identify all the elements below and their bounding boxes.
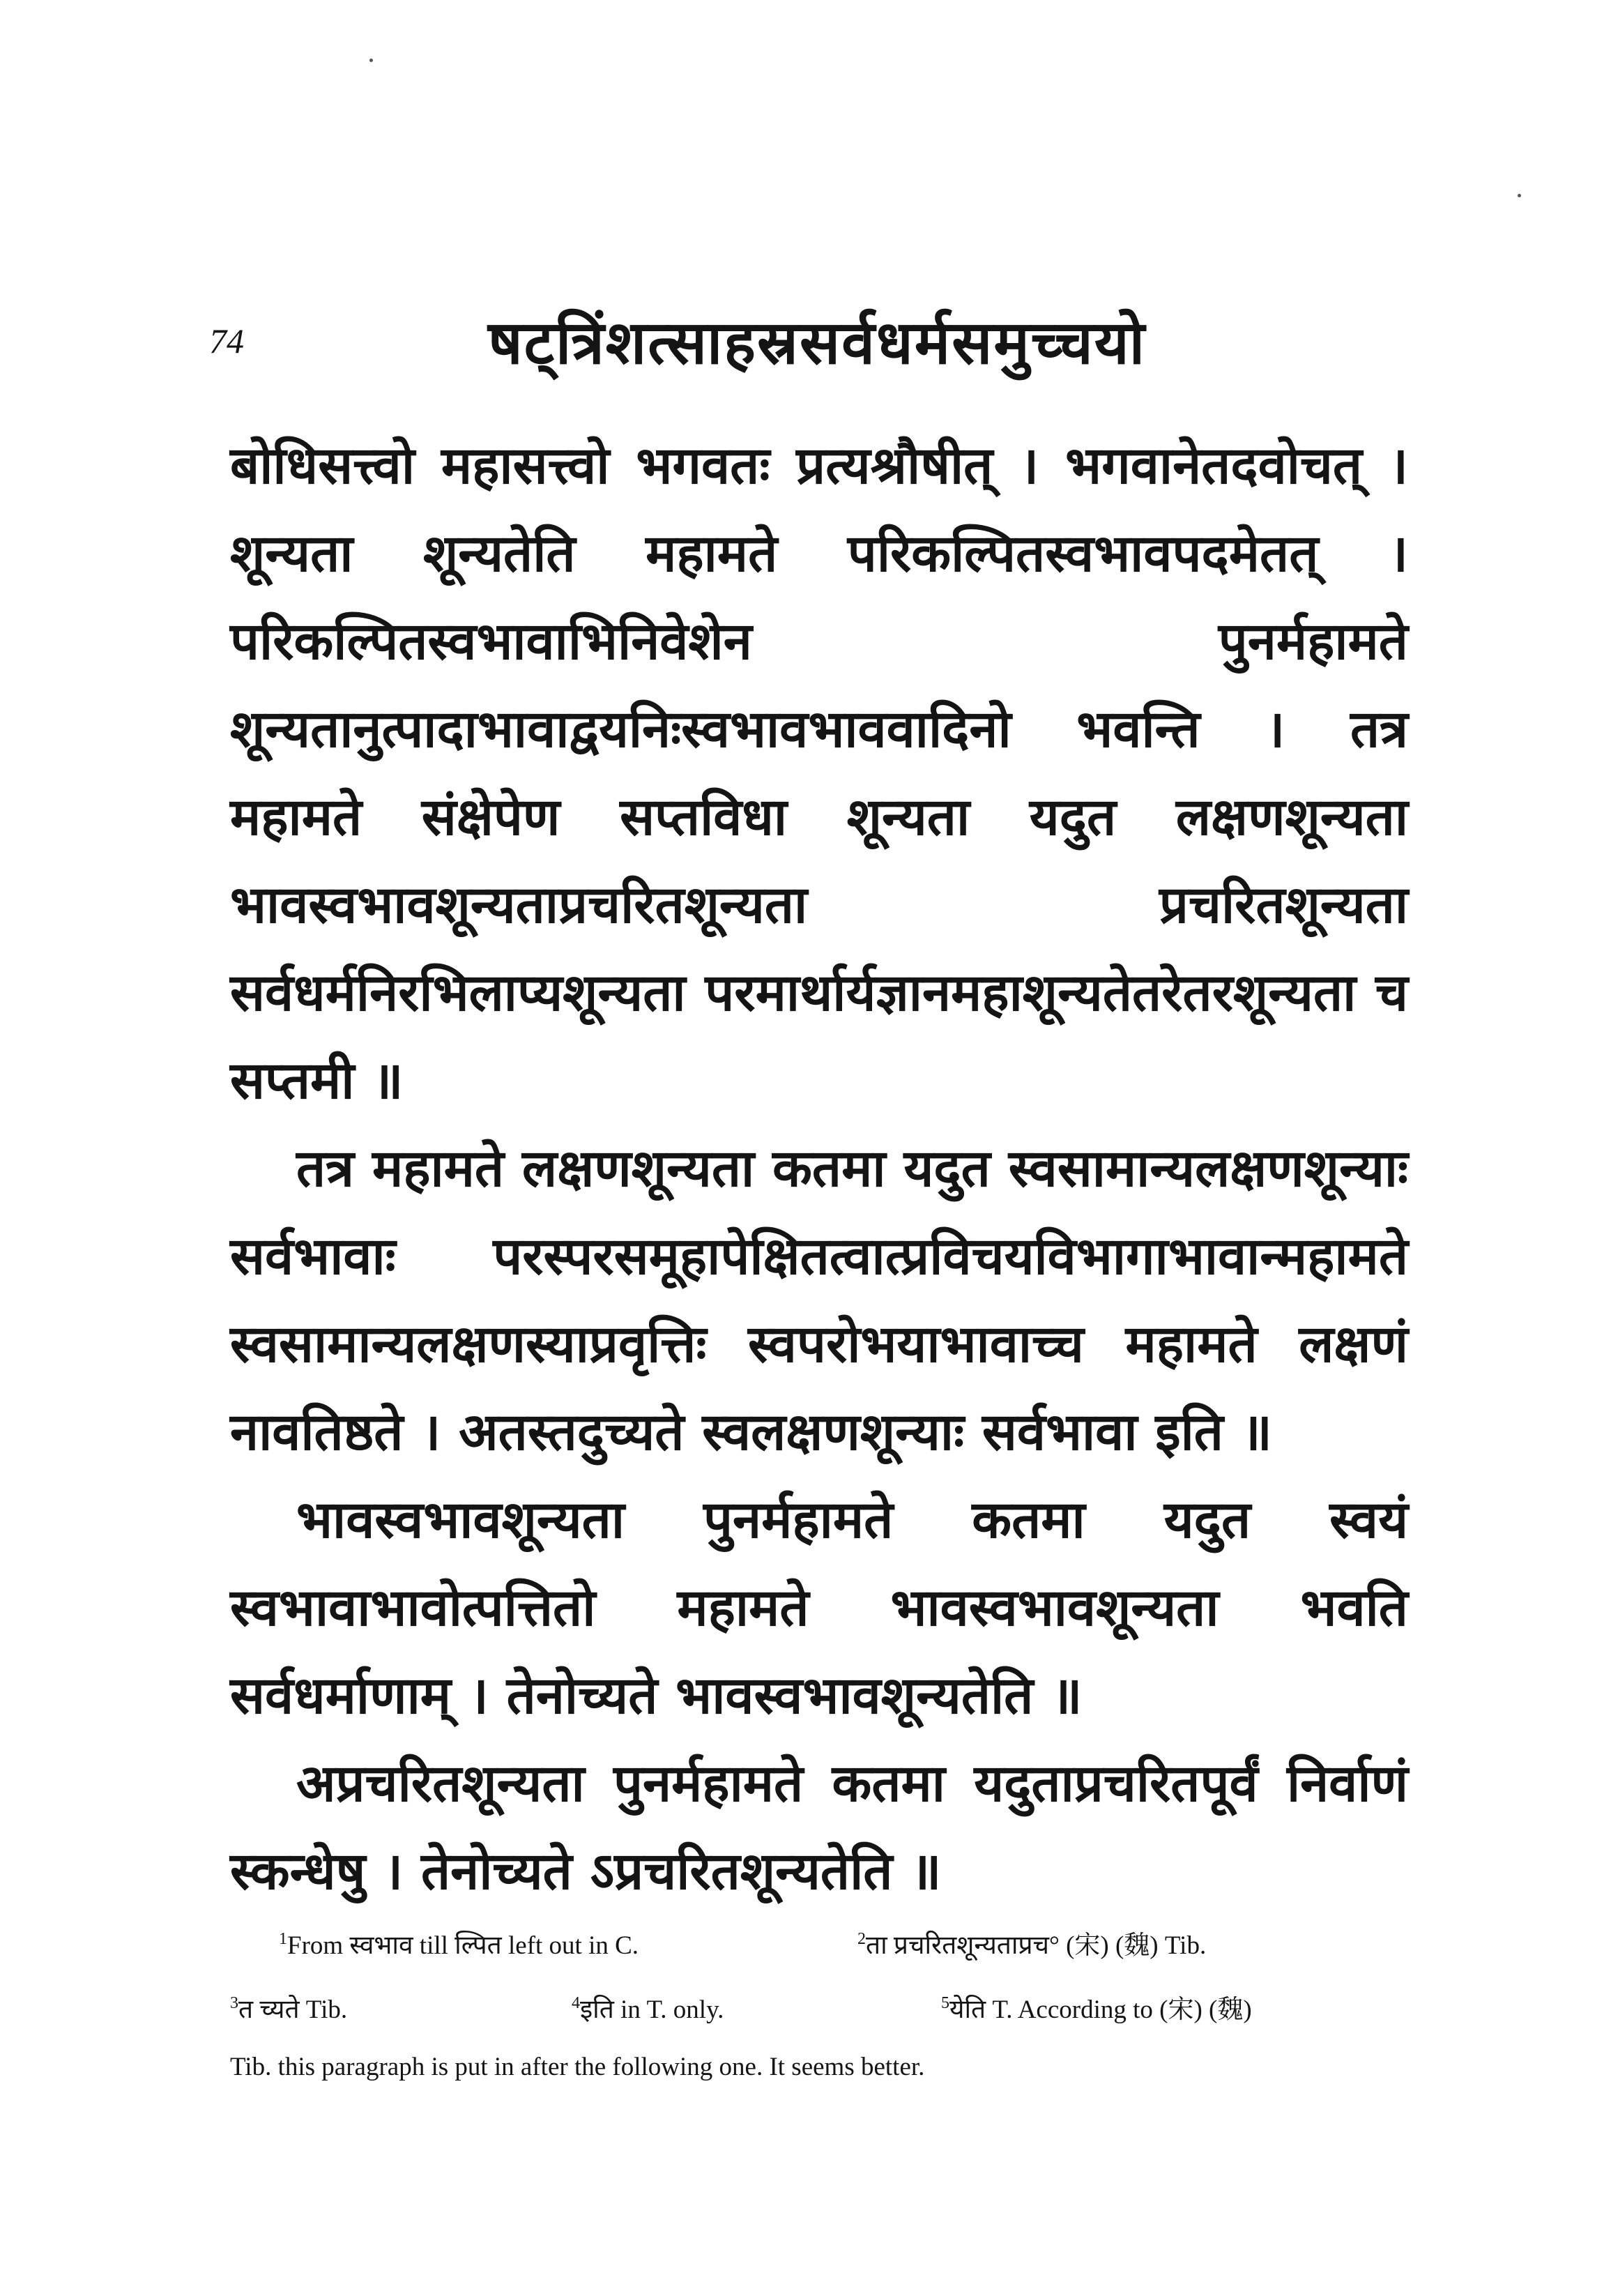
page-header [209, 300, 1436, 390]
footnote-mark: 5 [941, 1994, 949, 2012]
footnote-continuation: Tib. this paragraph is put in after the following one. It seems better. [230, 2053, 925, 2081]
footnote-row [230, 1907, 1408, 1971]
footnote-4 [572, 1971, 724, 2042]
footnote-5 [941, 1971, 1252, 2042]
page-number: 74 [209, 321, 244, 360]
footnote-text: त च्यते Tib. [238, 1995, 348, 2024]
paragraph: अप्रचरितशून्यता पुनर्महामते कतमा यदुताप्रचरितपूर्वं निर्वाणं स्कन्धेषु । तेनोच्यते ऽप्रचरितशून्यतेति ॥ [230, 1754, 1408, 1901]
scan-speck [1518, 194, 1521, 197]
footnotes [230, 1907, 1408, 2099]
footnote-text: From स्वभाव till ल्पित left out in C. [287, 1931, 639, 1960]
scan-speck [369, 59, 373, 62]
footnote-text: येति T. According to (宋) (魏) [949, 1995, 1252, 2024]
footnote-3 [230, 1971, 347, 2042]
paragraph: तत्र महामते लक्षणशून्यता कतमा यदुत स्वसामान्यलक्षणशून्याः सर्वभावाः परस्परसमूहापेक्षितत्वात्प्रविचयविभागाभावान्महामते स्वसामान्यलक्षणस्याप्रवृत्तिः स्वपरोभयाभावाच्च महामते लक्षणं नावतिष्ठते । अतस्तदुच्यते स्वलक्षणशून्याः सर्वभावा इति ॥ [230, 1139, 1408, 1462]
footnote-1 [279, 1907, 639, 1978]
paragraph: भावस्वभावशून्यता पुनर्महामते कतमा यदुत स्वयं स्वभावाभावोत्पत्तितो महामते भावस्वभावशून्यता भवति सर्वधर्माणाम् । तेनोच्यते भावस्वभावशून्यतेति ॥ [230, 1490, 1408, 1726]
footnote-mark: 2 [857, 1930, 866, 1948]
footnote-row [230, 1971, 1408, 2035]
footnote-text: इति in T. only. [580, 1995, 724, 2024]
footnote-mark: 1 [279, 1930, 287, 1948]
footnote-2 [857, 1907, 1206, 1978]
footnote-mark: 4 [572, 1994, 580, 2012]
running-title: षट्त्रिंशत्साहस्रसर्वधर्मसमुच्चयो [488, 308, 1146, 378]
main-text [230, 422, 1408, 1915]
footnote-mark: 3 [230, 1994, 238, 2012]
paragraph: बोधिसत्त्वो महासत्त्वो भगवतः प्रत्यश्रौषीत् । भगवानेतदवोचत् । शून्यता शून्यतेति महामते परिकल्पितस्वभावपदमेतत् । परिकल्पितस्वभावाभिनिवेशेन पुनर्महामते शून्यतानुत्पादाभावाद्वयनिःस्वभावभाववादिनो भवन्ति । तत्र महामते संक्षेपेण सप्तविधा शून्यता यदुत लक्षणशून्यता भावस्वभावशून्यताप्रचरितशून्यता प्रचरितशून्यता सर्वधर्मनिरभिलाप्यशून्यता परमार्थार्यज्ञानमहाशून्यतेतरेतरशून्यता च सप्तमी ॥ [230, 436, 1408, 1111]
footnote-text: ता प्रचरितशून्यताप्रच° (宋) (魏) Tib. [866, 1931, 1207, 1960]
